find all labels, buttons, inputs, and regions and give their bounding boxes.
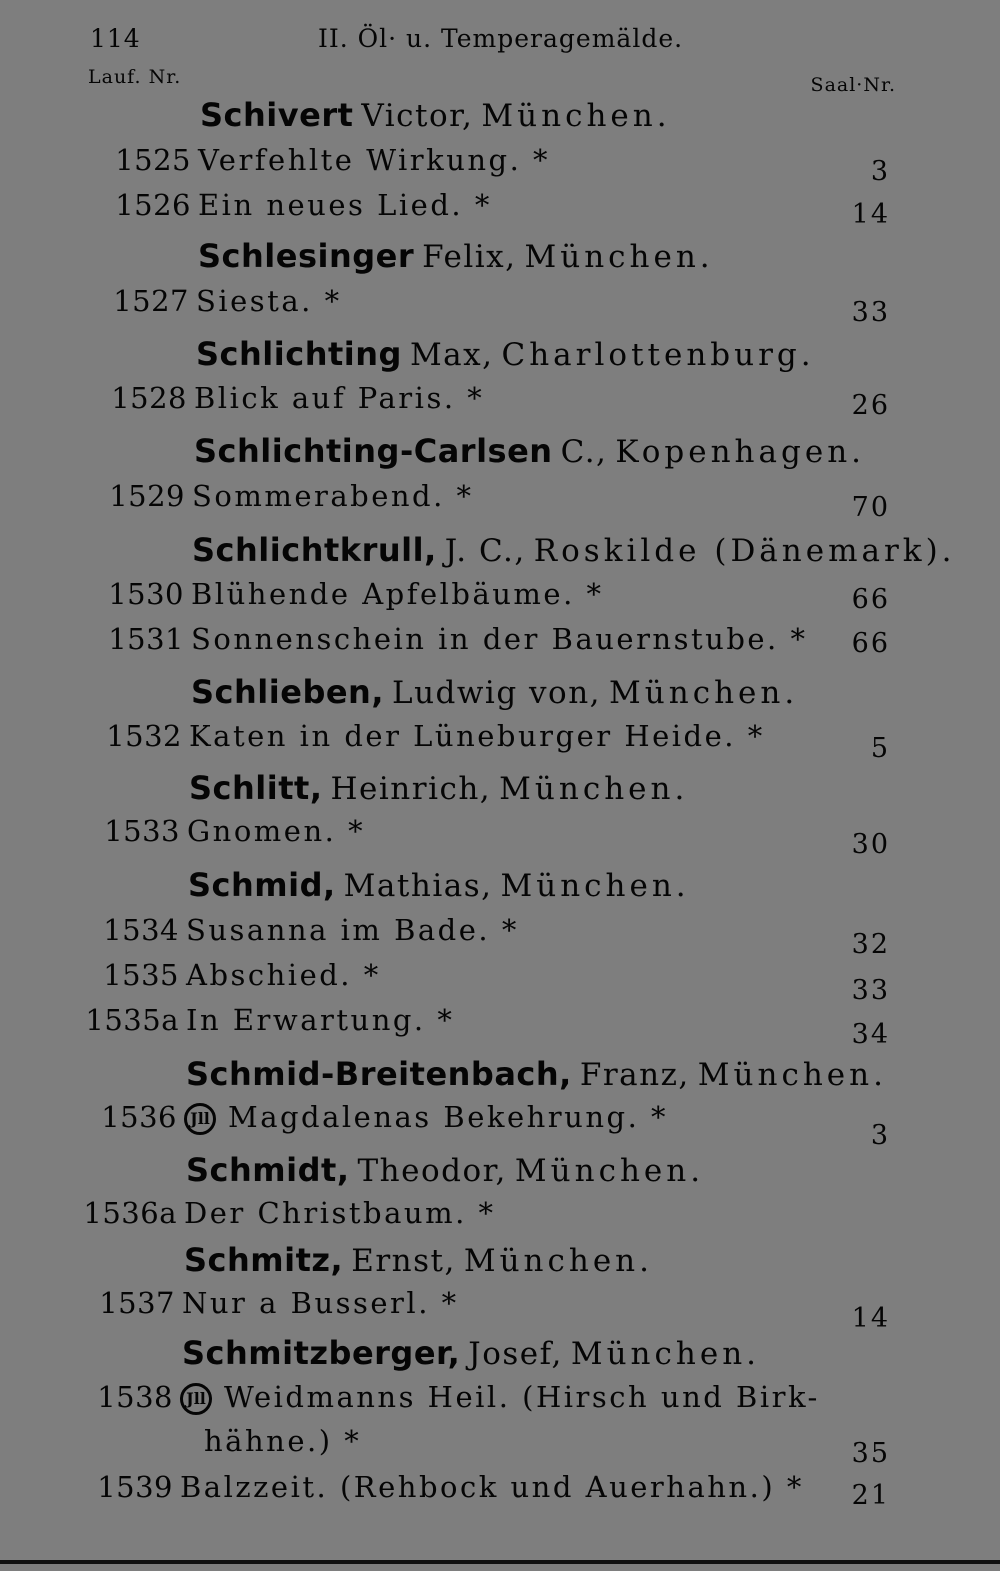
artist-surname: Schmitzberger, bbox=[182, 1334, 461, 1372]
artist-given-name: Theodor, bbox=[357, 1153, 507, 1189]
room-number: 5 bbox=[870, 733, 890, 764]
artwork-title-continuation: hähne.) * bbox=[204, 1424, 362, 1458]
artwork-title bbox=[187, 814, 365, 848]
artist-given-name: J. C., bbox=[444, 533, 526, 569]
artist-surname: Schmitz, bbox=[184, 1241, 344, 1279]
artist-heading bbox=[186, 1151, 704, 1195]
artist-heading bbox=[182, 1334, 760, 1378]
artwork-title bbox=[186, 958, 381, 992]
artwork-title-text: Magdalenas Bekehrung. * bbox=[228, 1100, 669, 1134]
artist-given-name: Heinrich, bbox=[330, 771, 492, 807]
artist-heading bbox=[189, 769, 688, 813]
room-number: 21 bbox=[851, 1480, 890, 1511]
catalog-number: 1531 bbox=[108, 622, 184, 656]
artist-city: München. bbox=[463, 1243, 653, 1279]
catalog-number: 1530 bbox=[108, 577, 184, 611]
catalog-number: 1536 bbox=[101, 1100, 177, 1134]
catalog-number: 1539 bbox=[97, 1470, 173, 1504]
artist-city: München. bbox=[697, 1057, 887, 1093]
artist-heading bbox=[191, 673, 798, 717]
artist-given-name: Ludwig von, bbox=[391, 675, 602, 711]
artwork-title bbox=[196, 284, 342, 318]
artwork-title-text: In Erwartung. * bbox=[186, 1003, 455, 1037]
artwork-title bbox=[180, 1470, 804, 1504]
column-heading-left: Lauf. Nr. bbox=[88, 66, 182, 88]
artist-given-name: Franz, bbox=[579, 1057, 690, 1093]
artist-given-name: Felix, bbox=[422, 239, 517, 275]
artist-city: München. bbox=[514, 1153, 705, 1189]
artist-city: München. bbox=[524, 239, 714, 275]
artist-heading bbox=[184, 1241, 653, 1285]
artwork-title-text: Blick auf Paris. * bbox=[194, 381, 485, 415]
artwork-title bbox=[194, 381, 484, 415]
room-number: 14 bbox=[851, 1303, 890, 1334]
artist-given-name: Victor, bbox=[361, 98, 474, 134]
artwork-title bbox=[184, 1100, 668, 1135]
catalog-number: 1527 bbox=[113, 284, 189, 318]
artwork-title-text: Der Christbaum. * bbox=[184, 1196, 496, 1230]
room-number: 30 bbox=[851, 829, 890, 860]
artist-surname: Schlichting bbox=[196, 335, 402, 373]
artist-heading bbox=[196, 335, 815, 379]
artwork-title-text: Katen in der Lüneburger Heide. * bbox=[189, 719, 765, 753]
column-heading-right: Saal·Nr. bbox=[810, 74, 896, 96]
artist-city: München. bbox=[609, 675, 799, 711]
bottom-rule bbox=[0, 1560, 1000, 1564]
page-number: 114 bbox=[90, 24, 141, 53]
running-title: II. Öl· u. Temperagemälde. bbox=[318, 24, 684, 53]
room-number: 34 bbox=[851, 1019, 890, 1050]
artist-city: München. bbox=[500, 868, 690, 904]
artwork-title-text: Sommerabend. * bbox=[192, 479, 474, 513]
artwork-title-text: Gnomen. * bbox=[187, 814, 366, 848]
jury-badge-icon: Jll bbox=[180, 1383, 212, 1415]
artwork-title bbox=[186, 1003, 454, 1037]
artwork-title bbox=[184, 1196, 496, 1230]
artist-surname: Schlieben, bbox=[191, 673, 384, 711]
catalog-number: 1532 bbox=[106, 719, 182, 753]
artist-heading bbox=[188, 866, 690, 910]
artwork-title-text: Weidmanns Heil. (Hirsch und Birk- bbox=[224, 1380, 820, 1414]
room-number: 66 bbox=[851, 628, 890, 659]
artist-given-name: Ernst, bbox=[351, 1243, 456, 1279]
room-number: 32 bbox=[851, 929, 890, 960]
catalog-number: 1536a bbox=[83, 1196, 177, 1230]
room-number: 3 bbox=[870, 156, 890, 187]
catalog-number: 1529 bbox=[109, 479, 185, 513]
artwork-title bbox=[198, 188, 492, 222]
catalog-number: 1537 bbox=[99, 1286, 175, 1320]
artwork-title-text: Siesta. * bbox=[196, 284, 342, 318]
artist-heading bbox=[192, 531, 956, 575]
artwork-title bbox=[186, 913, 519, 947]
artwork-title bbox=[198, 143, 550, 177]
artist-city: Kopenhagen. bbox=[615, 434, 866, 470]
artist-surname: Schlichtkrull, bbox=[192, 531, 437, 569]
artwork-title-text: Balzzeit. (Rehbock und Auerhahn.) * bbox=[180, 1470, 804, 1504]
artwork-title-text: Sonnenschein in der Bauernstube. * bbox=[191, 622, 808, 656]
artist-surname: Schlitt, bbox=[189, 769, 323, 807]
room-number: 14 bbox=[851, 199, 890, 230]
artwork-title bbox=[182, 1286, 459, 1320]
artwork-title-text: Susanna im Bade. * bbox=[186, 913, 519, 947]
artwork-title-text: Nur a Busserl. * bbox=[182, 1286, 459, 1320]
catalog-number: 1528 bbox=[111, 381, 187, 415]
room-number: 70 bbox=[851, 492, 890, 523]
artist-heading bbox=[186, 1055, 887, 1099]
artwork-title bbox=[191, 622, 808, 656]
room-number: 33 bbox=[851, 297, 890, 328]
room-number: 26 bbox=[851, 390, 890, 421]
artist-given-name: C., bbox=[560, 434, 608, 470]
room-number: 35 bbox=[851, 1438, 890, 1469]
artist-surname: Schlesinger bbox=[198, 237, 415, 275]
artist-heading bbox=[200, 96, 671, 140]
artist-surname: Schmidt, bbox=[186, 1151, 350, 1189]
artist-city: Roskilde (Dänemark). bbox=[533, 533, 956, 569]
room-number: 33 bbox=[851, 975, 890, 1006]
artwork-title-text: Abschied. * bbox=[186, 958, 381, 992]
catalog-number: 1526 bbox=[115, 188, 191, 222]
artist-given-name: Mathias, bbox=[343, 868, 493, 904]
catalog-number: 1534 bbox=[103, 913, 179, 947]
artist-surname: Schlichting-Carlsen bbox=[194, 432, 553, 470]
artist-city: München. bbox=[499, 771, 689, 807]
room-number: 66 bbox=[851, 584, 890, 615]
artist-given-name: Josef, bbox=[468, 1336, 563, 1372]
catalog-number: 1535a bbox=[85, 1003, 179, 1037]
catalog-number: 1533 bbox=[104, 814, 180, 848]
artwork-title-text: Blühende Apfelbäume. * bbox=[191, 577, 604, 611]
artwork-title bbox=[192, 479, 474, 513]
jury-badge-icon: Jll bbox=[184, 1103, 216, 1135]
artist-city: Charlottenburg. bbox=[501, 337, 815, 373]
artist-heading bbox=[194, 432, 865, 476]
artist-city: München. bbox=[481, 98, 671, 134]
artwork-title bbox=[191, 577, 604, 611]
artwork-title bbox=[189, 719, 765, 753]
artist-surname: Schmid-Breitenbach, bbox=[186, 1055, 572, 1093]
room-number: 3 bbox=[870, 1120, 890, 1151]
artist-city: München. bbox=[570, 1336, 761, 1372]
catalog-number: 1538 bbox=[97, 1380, 173, 1414]
artist-heading bbox=[198, 237, 714, 281]
artwork-title-text: Ein neues Lied. * bbox=[198, 188, 492, 222]
artist-surname: Schivert bbox=[200, 96, 354, 134]
catalog-number: 1525 bbox=[115, 143, 191, 177]
artist-surname: Schmid, bbox=[188, 866, 336, 904]
catalog-number: 1535 bbox=[103, 958, 179, 992]
artist-given-name: Max, bbox=[409, 337, 494, 373]
artwork-title-text: Verfehlte Wirkung. * bbox=[198, 143, 551, 177]
artwork-title bbox=[180, 1380, 820, 1415]
